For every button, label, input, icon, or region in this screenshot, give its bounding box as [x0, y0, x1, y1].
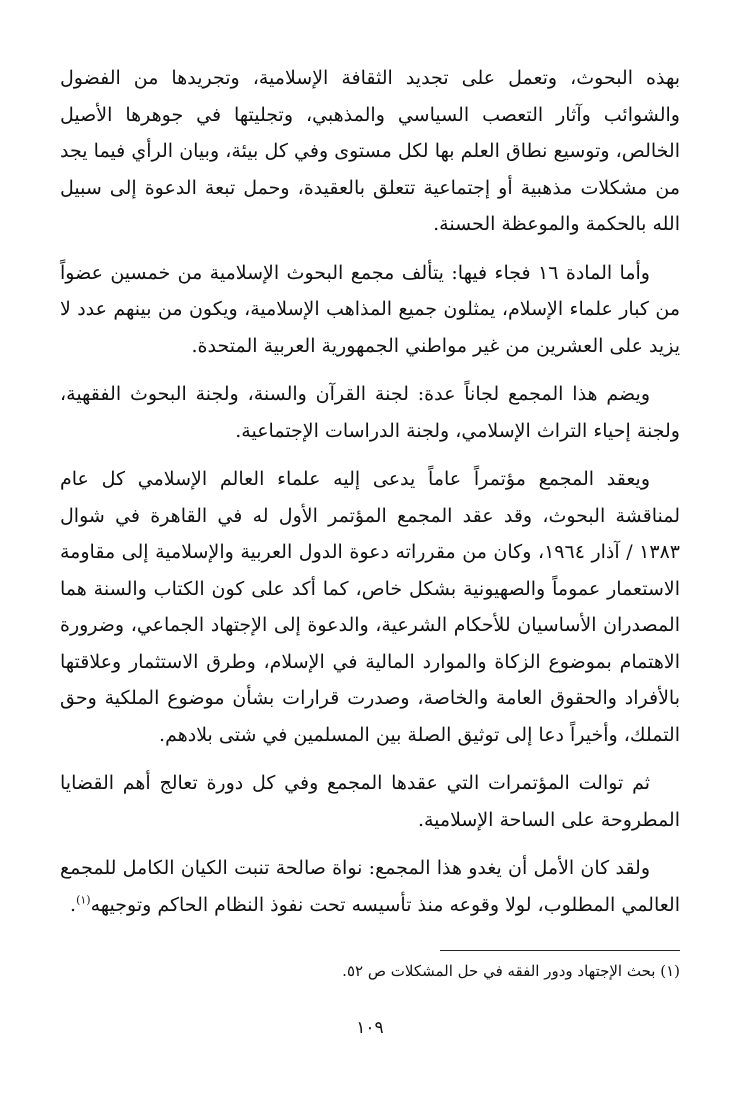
paragraph-3: ويضم هذا المجمع لجاناً عدة: لجنة القرآن والسنة، ولجنة البحوث الفقهية، ولجنة إحياء التراث الإسلامي، ولجنة الدراسات الإجتماعية. — [60, 383, 680, 442]
document-page — [60, 60, 680, 1050]
footnote-reference: (١) — [76, 893, 91, 907]
paragraph-4: ويعقد المجمع مؤتمراً عاماً يدعى إليه علماء العالم الإسلامي كل عام لمناقشة البحوث، وقد عقد المجمع المؤتمر الأول له في القاهرة في شوال ١٣٨٣ / آذار ١٩٦٤، وكان من مقرراته دعوة الدول العربية والإسلامية إلى مقاومة الاستعمار عموماً والصهيونية بشكل خاص، كما أكد على كون الكتاب والسنة هما المصدران الأساسيان للأحكام الشرعية، والدعوة إلى الإجتهاد الجماعي، وضرورة الاهتمام بموضوع الزكاة والموارد المالية في الإسلام، وطرق الاستثمار وعلاقتها بالأفراد والحقوق العامة والخاصة، وصدرت قرارات بشأن موضوع الملكية وحق التملك، وأخيراً دعا إلى توثيق الصلة بين المسلمين في شتى بلادهم. — [60, 468, 680, 746]
page-number: ١٠٩ — [356, 1018, 384, 1038]
paragraph-6-end: . — [70, 893, 77, 916]
paragraph-6-text: ولقد كان الأمل أن يغدو هذا المجمع: نواة صالحة تنبت الكيان الكامل للمجمع العالمي المطلوب، لولا وقوعه منذ تأسيسه تحت نفوذ النظام الحاكم وتوجيهه — [60, 857, 680, 916]
footnote-divider — [440, 950, 680, 951]
paragraph-5: ثم توالت المؤتمرات التي عقدها المجمع وفي كل دورة تعالج أهم القضايا المطروحة على الساحة الإسلامية. — [60, 772, 680, 831]
footnote: (١) بحث الإجتهاد ودور الفقه في حل المشكلات ص ٥٢. — [342, 962, 680, 980]
paragraph-6 — [60, 850, 680, 923]
paragraph-1: بهذه البحوث، وتعمل على تجديد الثقافة الإسلامية، وتجريدها من الفضول والشوائب وآثار التعصب السياسي والمذهبي، وتجليتها في جوهرها الأصيل الخالص، وتوسيع نطاق العلم بها لكل مستوى وفي كل بيئة، وبيان الرأي فيما يجد من مشكلات مذهبية أو إجتماعية تتعلق بالعقيدة، وحمل تبعة الدعوة إلى سبيل الله بالحكمة والموعظة الحسنة. — [60, 67, 680, 235]
paragraph-2: وأما المادة ١٦ فجاء فيها: يتألف مجمع البحوث الإسلامية من خمسين عضواً من كبار علماء الإسلام، يمثلون جميع المذاهب الإسلامية، ويكون من بينهم عدد لا يزيد على العشرين من غير مواطني الجمهورية العربية المتحدة. — [60, 261, 680, 357]
